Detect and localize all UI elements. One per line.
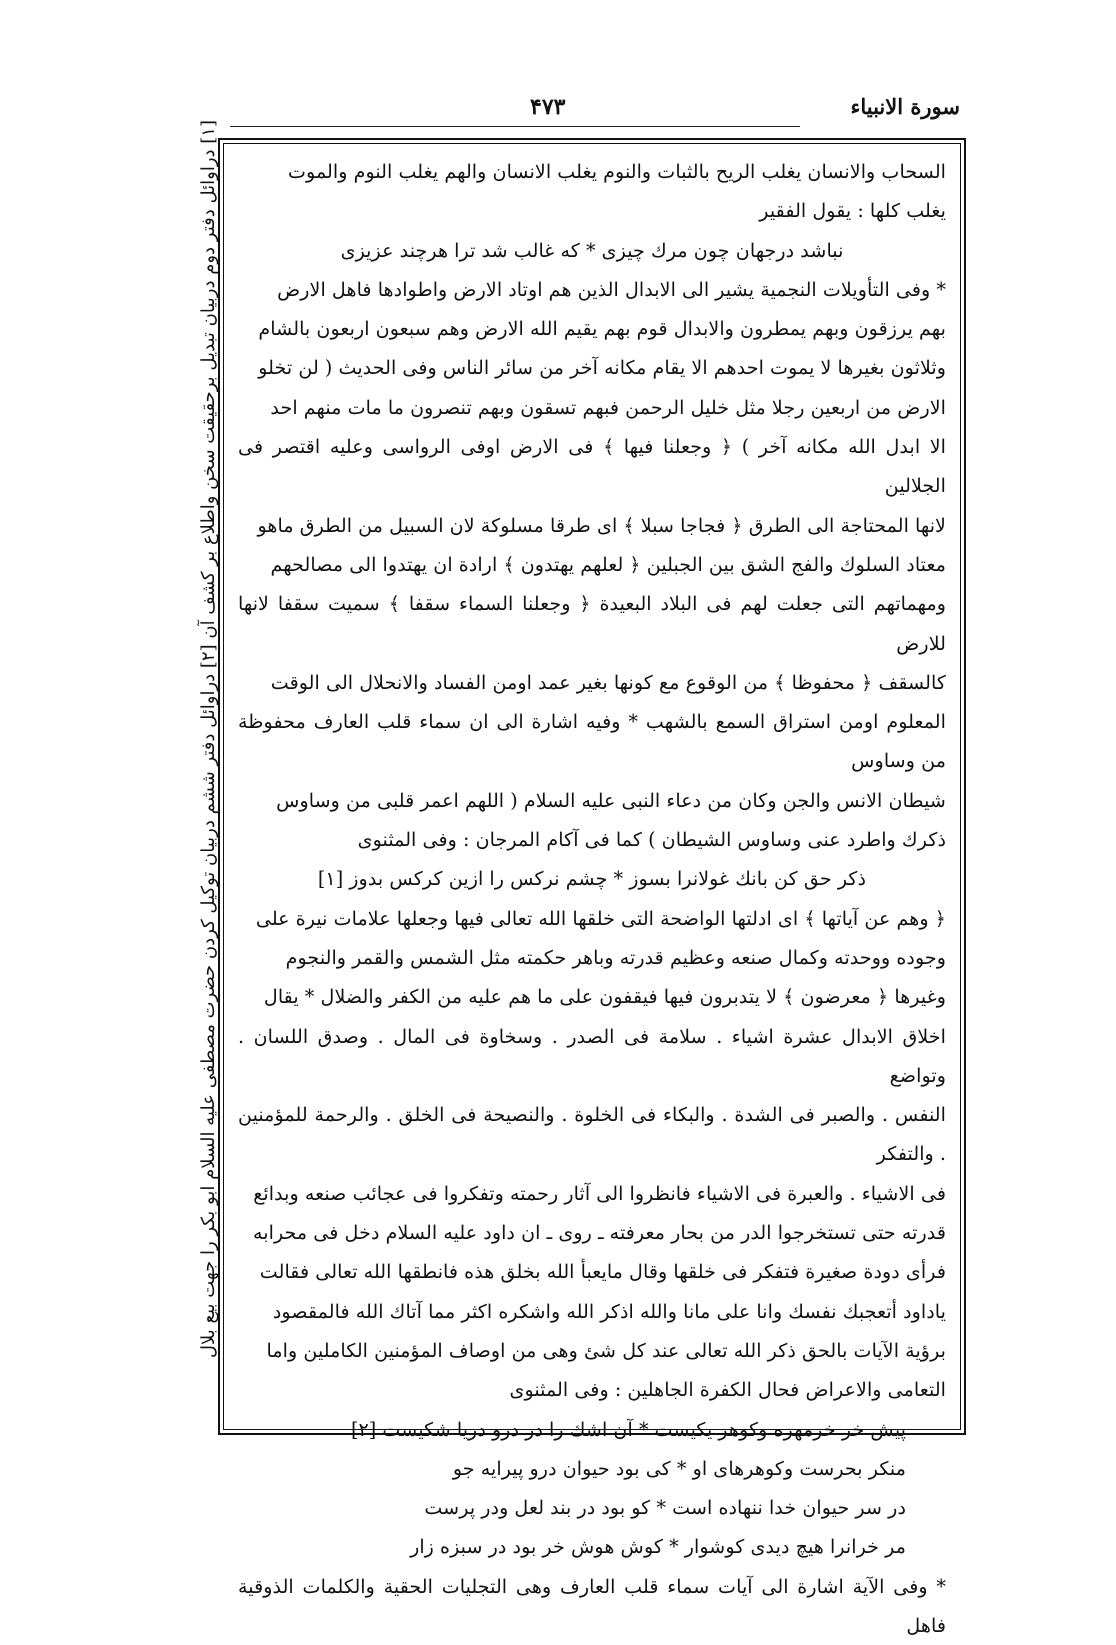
header-rule [230,126,800,127]
body-line: ومهماتهم التى جعلت لهم فى البلاد البعيدة ﴿ وجعلنا السماء سقفا ﴾ سميت سقفا لانها للارض [238,592,946,655]
poem-line: منكر بحرست وكوهرهاى او * كى بود حيوان درو پيرايه جو [452,1456,906,1480]
page-header [230,92,960,132]
page-number: ۴۷۳ [530,94,566,120]
body-line: * وفى الآية اشارة الى آيات سماء قلب العارف وهى التجليات الحقية والكلمات الذوقية فاهل [238,1574,946,1637]
body-line: وثلاثون بغيرها لا يموت احدهم الا يقام مكانه آخر من سائر الناس وفى الحديث ( لن تخلو [258,356,946,380]
poem-line: مر خرانرا هيچ ديدى كوشوار * كوش هوش خر بود در سبزه زار [410,1535,906,1559]
body-line: يغلب كلها : يقول الفقير [759,199,946,223]
body-line: وجوده ووحدته وكمال صنعه وعظيم قدرته وباهر حكمته مثل الشمس والقمر والنجوم [285,945,946,969]
body-line: فرأى دودة صغيرة فتفكر فى خلقها وقال مايعبأ الله بخلق هذه فانطقها الله تعالى فقالت [259,1260,946,1284]
body-line: لانها المحتاجة الى الطرق ﴿ فجاجا سبلا ﴾ اى طرقا مسلوكة لان السبيل من الطرق ماهو [257,513,946,537]
poem-line: ذكر حق كن بانك غولانرا بسوز * چشم نركس را ازين كركس بدوز [١] [317,867,867,891]
surah-title: سورة الانبياء [850,94,960,119]
text-frame [218,138,966,1637]
body-line: التعامى والاعراض فحال الكفرة الجاهلين : وفى المثنوى [509,1378,946,1402]
body-line: اخلاق الابدال عشرة اشياء . سلامة فى الصدر . وسخاوة فى المال . وصدق اللسان . وتواضع [238,1024,946,1087]
margin-footnotes [150,120,219,1440]
poem-line: پيش خر خرمهره وكوهر يكيست * آن اشك را در درو دريا شكيست [٢] [350,1417,906,1441]
body-line: النفس . والصبر فى الشدة . والبكاء فى الخلوة . والنصيحة فى الخلق . والرحمة للمؤمنين . والتفكر [238,1103,946,1166]
body-line: معتاد السلوك والفج الشق بين الجبلين ﴿ لعلهم يهتدون ﴾ ارادة ان يهتدوا الى مصالحهم [270,552,946,576]
body-line: ﴿ وهم عن آياتها ﴾ اى ادلتها الواضحة التى خلقها الله تعالى فيها وجعلها علامات نيرة على [255,906,946,930]
body-line: برؤية الآيات بالحق ذكر الله تعالى عند كل شئ وهى من اوصاف المؤمنين الكاملين واما [266,1338,946,1362]
body-line: وغيرها ﴿ معرضون ﴾ لا يتدبرون فيها فيقفون على ما هم عليه من الكفر والضلال * يقال [263,985,946,1009]
body-line: ذكرك واطرد عنى وساوس الشيطان ) كما فى آكام المرجان : وفى المثنوى [357,828,946,852]
body-line: فى الاشياء . والعبرة فى الاشياء فانظروا الى آثار رحمته وتفكروا فى عجائب صنعه وبدائع [253,1181,946,1205]
body-line: بهم يرزقون وبهم يمطرون والابدال قوم بهم يقيم الله الارض وهم سبعون اربعون بالشام [258,317,946,341]
body-line: ياداود أتعجبك نفسك وانا على مانا والله اذكر الله واشكره اكثر مما آتاك الله فالمقصود [272,1299,946,1323]
poem-line: در سر حيوان خدا ننهاده است * كو بود در بند لعل ودر پرست [424,1496,906,1520]
poem-line: نباشد درجهان چون مرك چيزى * كه غالب شد ترا هرچند عزيزى [340,238,844,262]
body-line: كالسقف ﴿ محفوظا ﴾ من الوقوع مع كونها بغير عمد اومن الفساد والانحلال الى الوقت [270,670,946,694]
body-line: المعلوم اومن استراق السمع بالشهب * وفيه اشارة الى ان سماء قلب العارف محفوظة من وساوس [238,710,946,773]
margin-footnote-text: [١] دراوائل دفتر دوم دربيان تبديل برحقيقت سخن واطلاع بر كشف آن [٢] دراوائل دفتر ششم دربيان توكيل كردن حضرت مصطفى عليه السلام ابو بكر را جهت بيع بلال [198,120,219,1359]
body-line: السحاب والانسان يغلب الريح بالثبات والنوم يغلب الانسان والهم يغلب النوم والموت [287,160,946,183]
body-line: الا ابدل الله مكانه آخر ) ﴿ وجعلنا فيها ﴾ فى الارض اوفى الرواسى وعليه اقتصر فى الجلالين [238,435,946,498]
body-line: قدرته حتى تستخرجوا الدر من بحار معرفته ـ روى ـ ان داود عليه السلام دخل فى محرابه [252,1221,946,1245]
body-line: شيطان الانس والجن وكان من دعاء النبى عليه السلام ( اللهم اعمر قلبى من وساوس [276,788,946,812]
body-line: الارض من اربعين رجلا مثل خليل الرحمن فبهم تسقون وبهم تنصرون ما مات منهم احد [270,395,946,419]
body-line: * وفى التأويلات النجمية يشير الى الابدال الذين هم اوتاد الارض واطوادها فاهل الارض [277,277,946,301]
page-body [238,152,946,1637]
